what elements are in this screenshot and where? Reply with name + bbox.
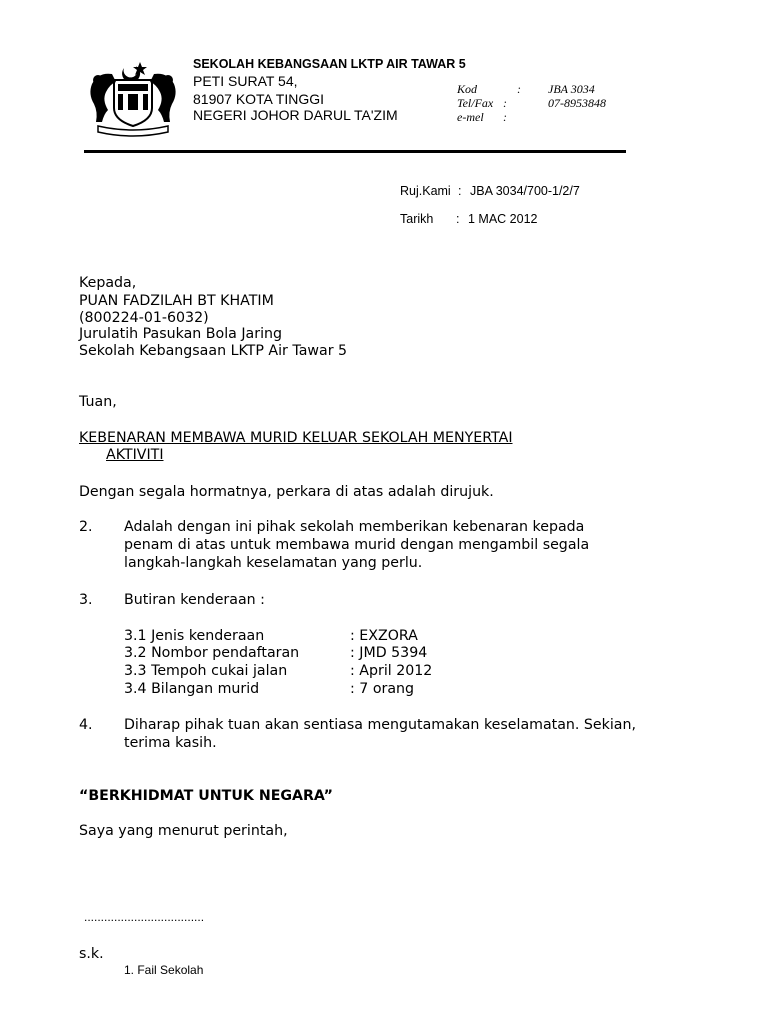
ruj-sep: : xyxy=(458,184,462,198)
para-4-number: 4. xyxy=(79,717,93,733)
address-line-2: 81907 KOTA TINGGI xyxy=(193,91,324,107)
address-line-3: NEGERI JOHOR DARUL TA'ZIM xyxy=(193,107,398,123)
para-4-line-2: terima kasih. xyxy=(124,735,217,751)
cc-item: 1. Fail Sekolah xyxy=(124,963,204,977)
para-3-title: Butiran kenderaan : xyxy=(124,592,265,608)
subject-line-1: KEBENARAN MEMBAWA MURID KELUAR SEKOLAH MENYERTAI xyxy=(79,430,513,446)
school-name: SEKOLAH KEBANGSAAN LKTP AIR TAWAR 5 xyxy=(193,57,466,71)
email-sep: : xyxy=(503,110,507,124)
email-label: e-mel xyxy=(457,110,484,124)
vehicle-item-label: 3.3 Tempoh cukai jalan xyxy=(124,663,288,679)
para-2-line-3: langkah-langkah keselamatan yang perlu. xyxy=(124,555,423,571)
address-line-1: PETI SURAT 54, xyxy=(193,73,298,89)
kod-value: JBA 3034 xyxy=(548,82,595,96)
recipient-school: Sekolah Kebangsaan LKTP Air Tawar 5 xyxy=(79,343,348,359)
salutation: Tuan, xyxy=(79,394,117,410)
ruj-value: JBA 3034/700-1/2/7 xyxy=(470,184,580,198)
vehicle-item-value: : JMD 5394 xyxy=(350,645,428,661)
recipient-ic: (800224-01-6032) xyxy=(79,310,209,326)
vehicle-item-value: : April 2012 xyxy=(350,663,433,679)
kod-sep: : xyxy=(517,82,521,96)
recipient-position: Jurulatih Pasukan Bola Jaring xyxy=(79,326,283,342)
recipient-greeting: Kepada, xyxy=(79,275,137,291)
vehicle-item-label: 3.4 Bilangan murid xyxy=(124,681,260,697)
opening-sentence: Dengan segala hormatnya, perkara di atas adalah dirujuk. xyxy=(79,484,494,500)
telfax-value: 07-8953848 xyxy=(548,96,606,110)
tarikh-label: Tarikh xyxy=(400,212,434,226)
closing: Saya yang menurut perintah, xyxy=(79,823,288,839)
motto: “BERKHIDMAT UNTUK NEGARA” xyxy=(79,788,333,804)
vehicle-item-label: 3.2 Nombor pendaftaran xyxy=(124,645,300,661)
para-2-line-1: Adalah dengan ini pihak sekolah memberikan kebenaran kepada xyxy=(124,519,585,535)
subject-line-2: AKTIVITI xyxy=(106,447,164,463)
telfax-sep: : xyxy=(503,96,507,110)
tarikh-sep: : xyxy=(456,212,460,226)
ruj-label: Ruj.Kami xyxy=(400,184,451,198)
para-3-number: 3. xyxy=(79,592,93,608)
tarikh-value: 1 MAC 2012 xyxy=(468,212,538,226)
kod-label: Kod xyxy=(457,82,478,96)
signature-line: .................................... xyxy=(84,910,205,924)
vehicle-item-label: 3.1 Jenis kenderaan xyxy=(124,628,265,644)
para-2-number: 2. xyxy=(79,519,93,535)
para-2-line-2: penam di atas untuk membawa murid dengan mengambil segala xyxy=(124,537,590,553)
vehicle-item-value: : 7 orang xyxy=(350,681,415,697)
coat-of-arms-icon xyxy=(84,58,182,138)
para-4-line-1: Diharap pihak tuan akan sentiasa mengutamakan keselamatan. Sekian, xyxy=(124,717,637,733)
telfax-label: Tel/Fax xyxy=(457,96,494,110)
header-divider xyxy=(84,150,626,153)
recipient-name: PUAN FADZILAH BT KHATIM xyxy=(79,293,274,309)
vehicle-item-value: : EXZORA xyxy=(350,628,418,644)
cc-label: s.k. xyxy=(79,946,104,962)
